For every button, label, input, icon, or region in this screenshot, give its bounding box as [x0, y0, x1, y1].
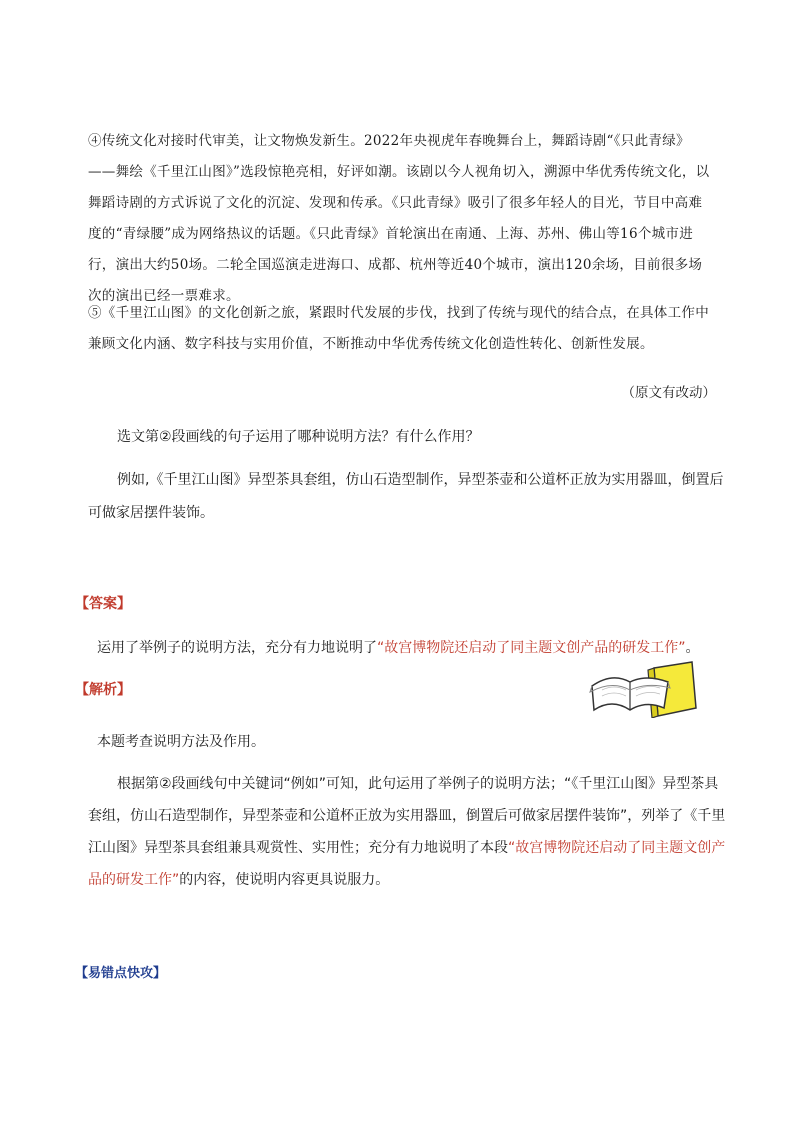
- analysis-label: 【解析】: [75, 682, 131, 698]
- passage-paragraph-4: ④传统文化对接时代审美，让文物焕发新生。2022年央视虎年春晚舞台上，舞蹈诗剧“《只此青绿》——舞绘《千里江山图》”选段惊艳亮相，好评如潮。该剧以今人视角切入，溯源中华优秀传统文化，以舞蹈诗剧的方式诉说了文化的沉淀、发现和传承。《只此青绿》吸引了很多年轻人的目光，节目中高难度的“青绿腰”成为网络热议的话题。《只此青绿》首轮演出在南通、上海、苏州、佛山等16个城市进行，演出大约50场。二轮全国巡演走进海口、成都、杭州等近40个城市，演出120余场，目前很多场次的演出已经一票难求。: [88, 133, 710, 304]
- answer-prefix: 运用了举例子的说明方法，充分有力地说明了: [97, 640, 377, 656]
- question-example: 例如,《千里江山图》异型茶具套组，仿山石造型制作，异型茶壶和公道杯正放为实用器皿，倒置后可做家居摆件装饰。: [88, 472, 724, 521]
- passage-paragraph-5: ⑤《千里江山图》的文化创新之旅，紧跟时代发展的步伐，找到了传统与现代的结合点，在具体工作中兼顾文化内涵、数字科技与实用价值，不断推动中华优秀传统文化创造性转化、创新性发展。: [88, 305, 709, 352]
- answer-suffix: 。: [685, 640, 700, 656]
- answer-text: [97, 636, 700, 660]
- source-note: （原文有改动）: [621, 385, 716, 401]
- answer-label: 【答案】: [75, 596, 131, 612]
- analysis-part-2: 的内容，使说明内容更具说服力。: [179, 872, 390, 888]
- analysis-topic: 本题考查说明方法及作用。: [97, 734, 265, 750]
- open-book-icon: [588, 660, 700, 718]
- analysis-part-1: 根据第②段画线句中关键词“例如”可知，此句运用了举例子的说明方法；“《千里江山图》异型茶具套组，仿山石造型制作，异型茶壶和公道杯正放为实用器皿，倒置后可做家居摆件装饰”，列举了《千里江山图》异型茶具套组兼具观赏性、实用性；充分有力地说明了本段: [88, 776, 726, 856]
- analysis-text: [88, 768, 728, 896]
- analysis-highlight: “故宫博物院还启动了同主题文创产品的研发工作”: [88, 840, 726, 888]
- answer-highlight: “故宫博物院还启动了同主题文创产品的研发工作”: [377, 640, 686, 656]
- mistake-section-label: 【易错点快攻】: [75, 966, 167, 981]
- question-text: 选文第②段画线的句子运用了哪种说明方法？有什么作用？: [117, 429, 480, 445]
